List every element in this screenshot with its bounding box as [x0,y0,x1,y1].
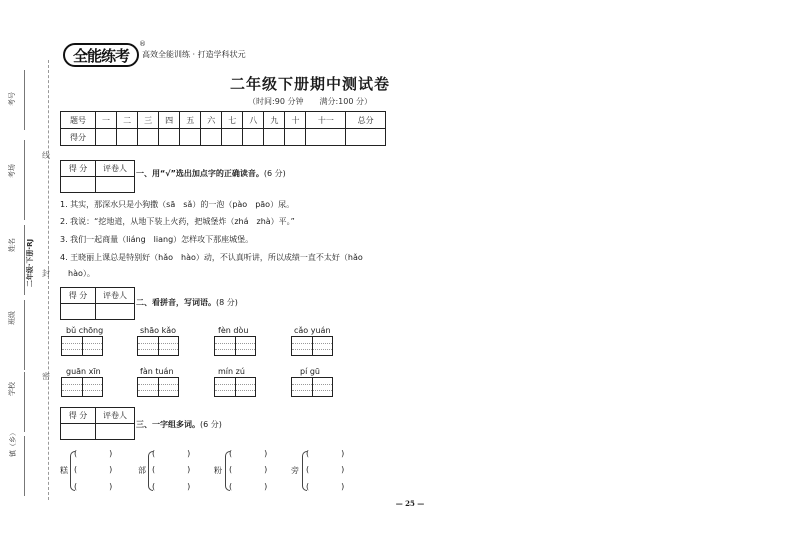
cut-char-feng: 封 [42,269,50,278]
grader-box [60,407,135,440]
pinyin-label: shāo kǎo [140,326,177,335]
grader-score-cell[interactable] [61,177,96,193]
grader-person-cell[interactable] [96,304,135,320]
answer-blank[interactable]: ( ) [229,465,268,474]
margin-rule [24,372,25,432]
brand-logo: 全能练考 [63,43,139,67]
section1-title [136,168,286,179]
cut-line [48,60,49,500]
section3-title [136,419,222,430]
table-cell: 六 [201,112,222,129]
margin-label-exam-number: 考号 [8,92,16,106]
grader-person-label: 评卷人 [96,288,135,304]
section3-title-text: 三、一字组多词。 [136,420,200,429]
score-table-score-row [61,129,386,146]
margin-label-township: 镇（乡） [9,429,17,457]
answer-blank[interactable]: ( ) [229,482,268,491]
pinyin-label: fèn dòu [218,326,249,335]
answer-blank[interactable]: ( ) [152,465,191,474]
table-cell: 三 [138,112,159,129]
score-cell[interactable] [96,129,117,146]
answer-blank[interactable]: ( ) [74,482,113,491]
score-cell[interactable] [159,129,180,146]
group-char: 糕 [60,466,68,475]
score-cell[interactable] [285,129,306,146]
writing-grid[interactable] [291,336,333,356]
writing-grid[interactable] [214,377,256,397]
grader-person-label: 评卷人 [96,408,135,424]
answer-blank[interactable]: ( ) [152,449,191,458]
section2-title [136,297,238,308]
grader-box [60,287,135,320]
table-cell: 七 [222,112,243,129]
pinyin-label: guān xīn [66,367,101,376]
question-1-4-cont: hào）。 [60,269,95,278]
question-1-1: 1. 其实，那深水只是小狗撒（sā sǎ）的一泡（pào pāo）尿。 [60,200,295,209]
answer-blank[interactable]: ( ) [306,465,345,474]
pinyin-label: bǔ chōng [66,326,104,335]
margin-rule [24,140,25,220]
score-cell[interactable] [243,129,264,146]
table-cell: 得分 [61,129,96,146]
table-cell: 总分 [346,112,386,129]
question-1-3: 3. 我们一起商量（liáng liang）怎样攻下那座城堡。 [60,235,254,244]
margin-rule [24,436,25,496]
score-table [60,111,386,146]
score-cell[interactable] [201,129,222,146]
margin-rule [24,300,25,370]
group-char: 部 [138,466,146,475]
grader-score-label: 得 分 [61,288,96,304]
grader-score-label: 得 分 [61,408,96,424]
grade-tag: 二年级·下册·RJ [26,238,35,288]
score-cell[interactable] [117,129,138,146]
grader-score-cell[interactable] [61,424,96,440]
margin-label-name: 姓名 [8,238,16,252]
writing-grid[interactable] [137,377,179,397]
margin-label-class: 班级 [8,311,16,325]
pinyin-label: cǎo yuán [294,326,331,335]
score-cell[interactable] [138,129,159,146]
pinyin-label: pí gū [300,367,320,376]
group-char: 旁 [291,466,299,475]
answer-blank[interactable]: ( ) [306,449,345,458]
table-cell: 五 [180,112,201,129]
page-title: 二年级下册期中测试卷 [229,75,390,93]
table-cell: 一 [96,112,117,129]
margin-label-school: 学校 [8,382,16,396]
table-cell: 八 [243,112,264,129]
answer-blank[interactable]: ( ) [74,465,113,474]
writing-grid[interactable] [291,377,333,397]
table-cell: 二 [117,112,138,129]
section1-title-text: 一、用“√”选出加点字的正确读音。 [136,169,264,178]
pinyin-label: fàn tuán [140,367,174,376]
group-char: 粉 [214,466,222,475]
score-cell[interactable] [306,129,346,146]
cut-char-xian: 线 [42,151,50,160]
registered-mark: ® [139,40,146,48]
writing-grid[interactable] [214,336,256,356]
score-cell[interactable] [222,129,243,146]
question-1-2: 2. 我说：“挖地道，从地下装上火药，把城堡炸（zhá zhà）平。” [60,217,295,226]
score-cell[interactable] [180,129,201,146]
writing-grid[interactable] [61,336,103,356]
writing-grid[interactable] [61,377,103,397]
margin-label-exam-room: 考场 [8,164,16,178]
answer-blank[interactable]: ( ) [229,449,268,458]
writing-grid[interactable] [137,336,179,356]
score-table-header-row [61,112,386,129]
grader-box [60,160,135,193]
score-cell[interactable] [264,129,285,146]
cut-char-mi: 密 [42,372,50,381]
table-cell: 题号 [61,112,96,129]
grader-score-cell[interactable] [61,304,96,320]
section2-points: (8 分) [216,298,238,307]
grader-person-label: 评卷人 [96,161,135,177]
score-cell[interactable] [346,129,386,146]
exam-info: （时间:90 分钟 满分:100 分） [248,97,372,106]
section1-points: (6 分) [263,169,286,178]
grader-score-label: 得 分 [61,161,96,177]
table-cell: 九 [264,112,285,129]
margin-rule [24,70,29,130]
answer-blank[interactable]: ( ) [306,482,345,491]
answer-blank[interactable]: ( ) [152,482,191,491]
table-cell: 四 [159,112,180,129]
table-cell: 十 [285,112,306,129]
table-cell: 十一 [306,112,346,129]
page-number: — 25 — [395,499,425,508]
slogan: 高效全能训练 · 打造学科状元 [142,50,246,59]
section2-title-text: 二、看拼音，写词语。 [136,298,216,307]
answer-blank[interactable]: ( ) [74,449,113,458]
pinyin-label: mín zú [218,367,245,376]
section3-points: (6 分) [200,420,222,429]
question-1-4: 4. 王晓丽上课总是特别好（hǎo hào）动，不认真听讲，所以成绩一直不太好（hǎo [60,253,363,262]
grader-person-cell[interactable] [96,177,135,193]
grader-person-cell[interactable] [96,424,135,440]
